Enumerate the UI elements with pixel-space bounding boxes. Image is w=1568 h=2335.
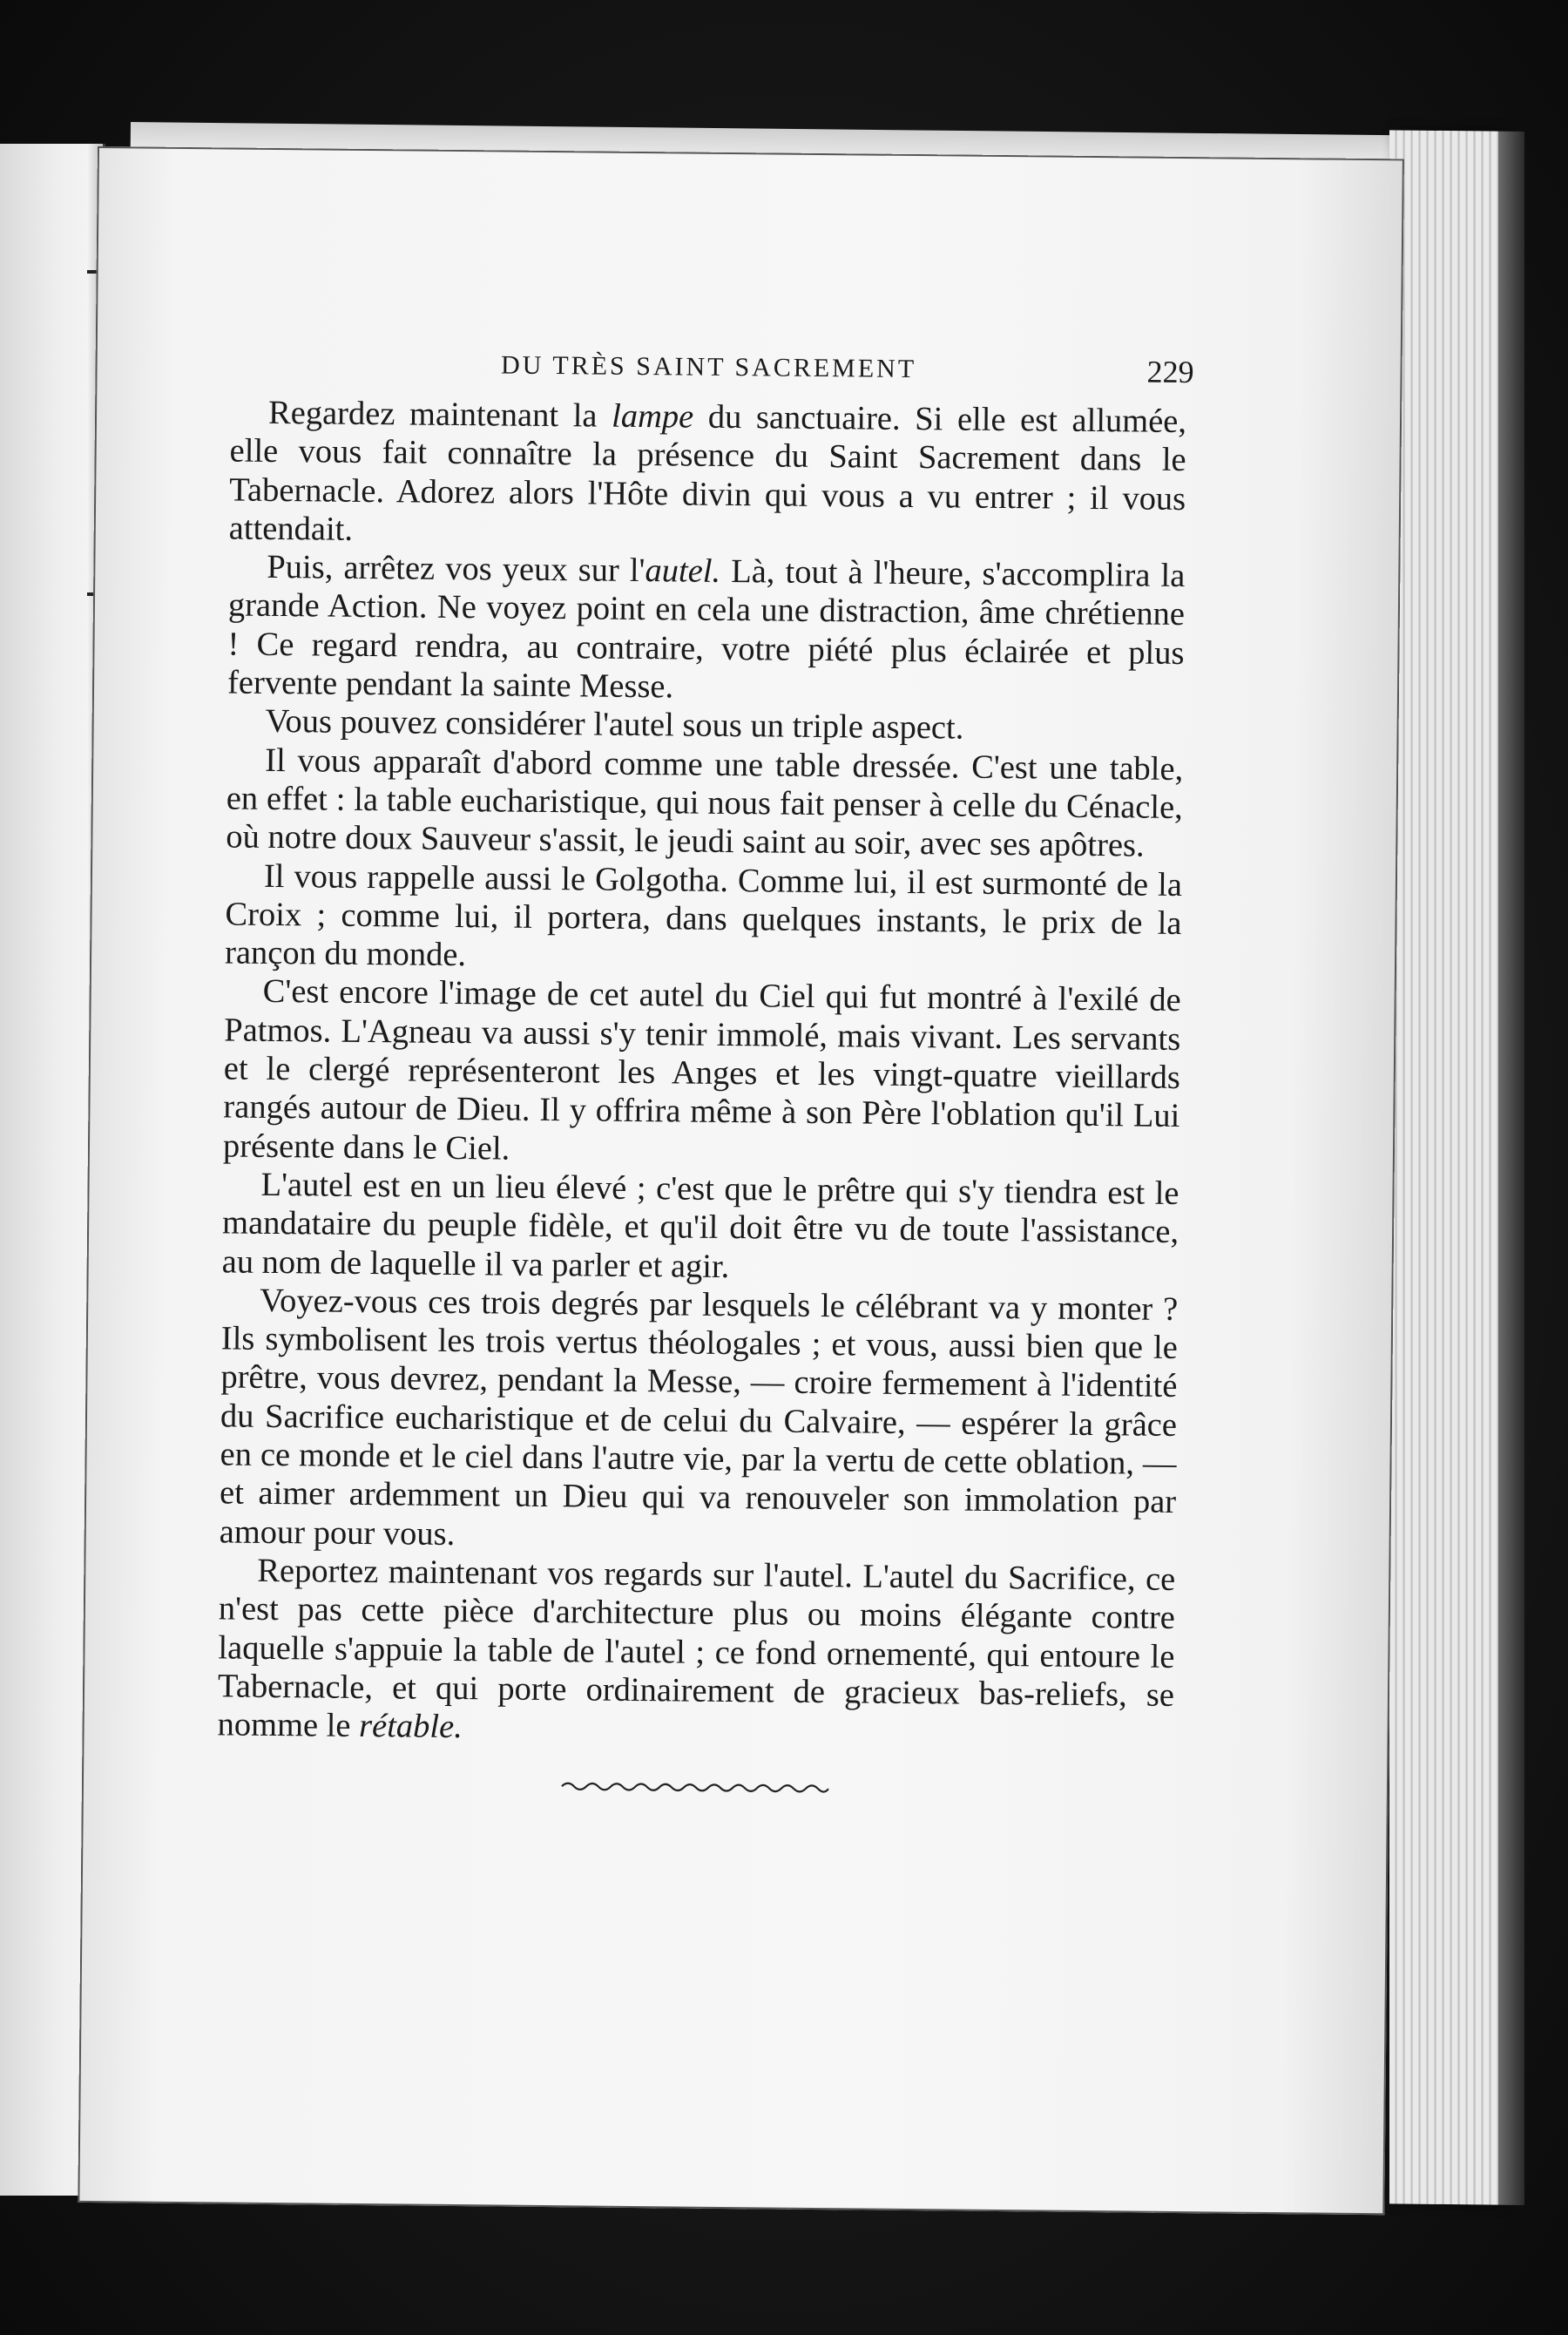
page-content: [217, 339, 1194, 1800]
emphasis-word: rétable.: [358, 1708, 463, 1746]
running-head-title: DU TRÈS SAINT SACREMENT: [500, 350, 917, 384]
paragraph: C'est encore l'image de cet autel du Ciel qui fut montré à l'exilé de Patmos. L'Agneau va aussi s'y tenir immolé, mais vivant. Les servants et le clergé représenteront les Anges et les vingt-quatre vieillards rangés autour de Dieu. Il y offrira même à son Père l'oblation qu'il Lui présente dans le Ciel.: [222, 973, 1181, 1168]
paragraph: Vous pouvez considérer l'autel sous un triple aspect.: [265, 703, 964, 747]
paragraph: Reportez maintenant vos regards sur l'autel. L'autel du Sacrifice, ce n'est pas cette pièce d'architecture plus ou moins élégante contre laquelle s'appuie la table de l'autel ; ce fond ornementé, qui entoure le Tabernacle, et qui porte ordinairement de gracieux bas-reliefs, se nomme le rétable.: [217, 1552, 1176, 1746]
paragraph: Regardez maintenant la lampe du sanctuaire. Si elle est allumée, elle vous fait connaître la présence du Saint Sacrement dans le Tabernacle. Adorez alors l'Hôte divin qui vous a vu entrer ; il vous attendait.: [228, 394, 1187, 548]
paragraph: Voyez-vous ces trois degrés par lesquels le célébrant va y monter ? Ils symbolisent les trois vertus théologales ; et vous, aussi bien que le prêtre, vous devrez, pendant la Messe, — croire fermement à l'identité du Sacrifice eucharistique et de celui du Calvaire, — espérer la grâce en ce monde et le ciel dans l'autre vie, par la vertu de cette oblation, — et aimer ardemment un Dieu qui va renouveler son immolation par amour pour vous.: [219, 1282, 1179, 1553]
book-page: [78, 146, 1404, 2215]
wavy-line-ornament-icon: [560, 1779, 830, 1797]
emphasis-word: lampe: [611, 397, 694, 436]
paragraph: L'autel est en un lieu élevé ; c'est que le prêtre qui s'y tiendra est le mandataire du peuple fidèle, et qu'il doit être vu de toute l'assistance, au nom de laquelle il va parler et agir.: [221, 1166, 1179, 1285]
page-number: 229: [1146, 354, 1194, 390]
paragraph: Il vous rappelle aussi le Golgotha. Comme lui, il est surmonté de la Croix ; comme lui, il portera, dans quelques instants, le prix de la rançon du monde.: [224, 857, 1183, 974]
paragraph: Il vous apparaît d'abord comme une table dressée. C'est une table, en effet : la table eucharistique, qui nous fait penser à celle du Cénacle, où notre doux Sauveur s'assit, le jeudi saint au soir, avec ses apôtres.: [226, 741, 1184, 864]
running-head: [230, 339, 1194, 397]
paragraph: Puis, arrêtez vos yeux sur l'autel. Là, tout à l'heure, s'accomplira la grande Action. Ne voyez point en cela une distraction, âme chrétienne ! Ce regard rendra, au contraire, votre piété plus éclairée et plus fervente pendant la sainte Messe.: [226, 549, 1186, 706]
page-edge-stack: [1389, 130, 1498, 2204]
emphasis-word: autel.: [645, 552, 721, 591]
